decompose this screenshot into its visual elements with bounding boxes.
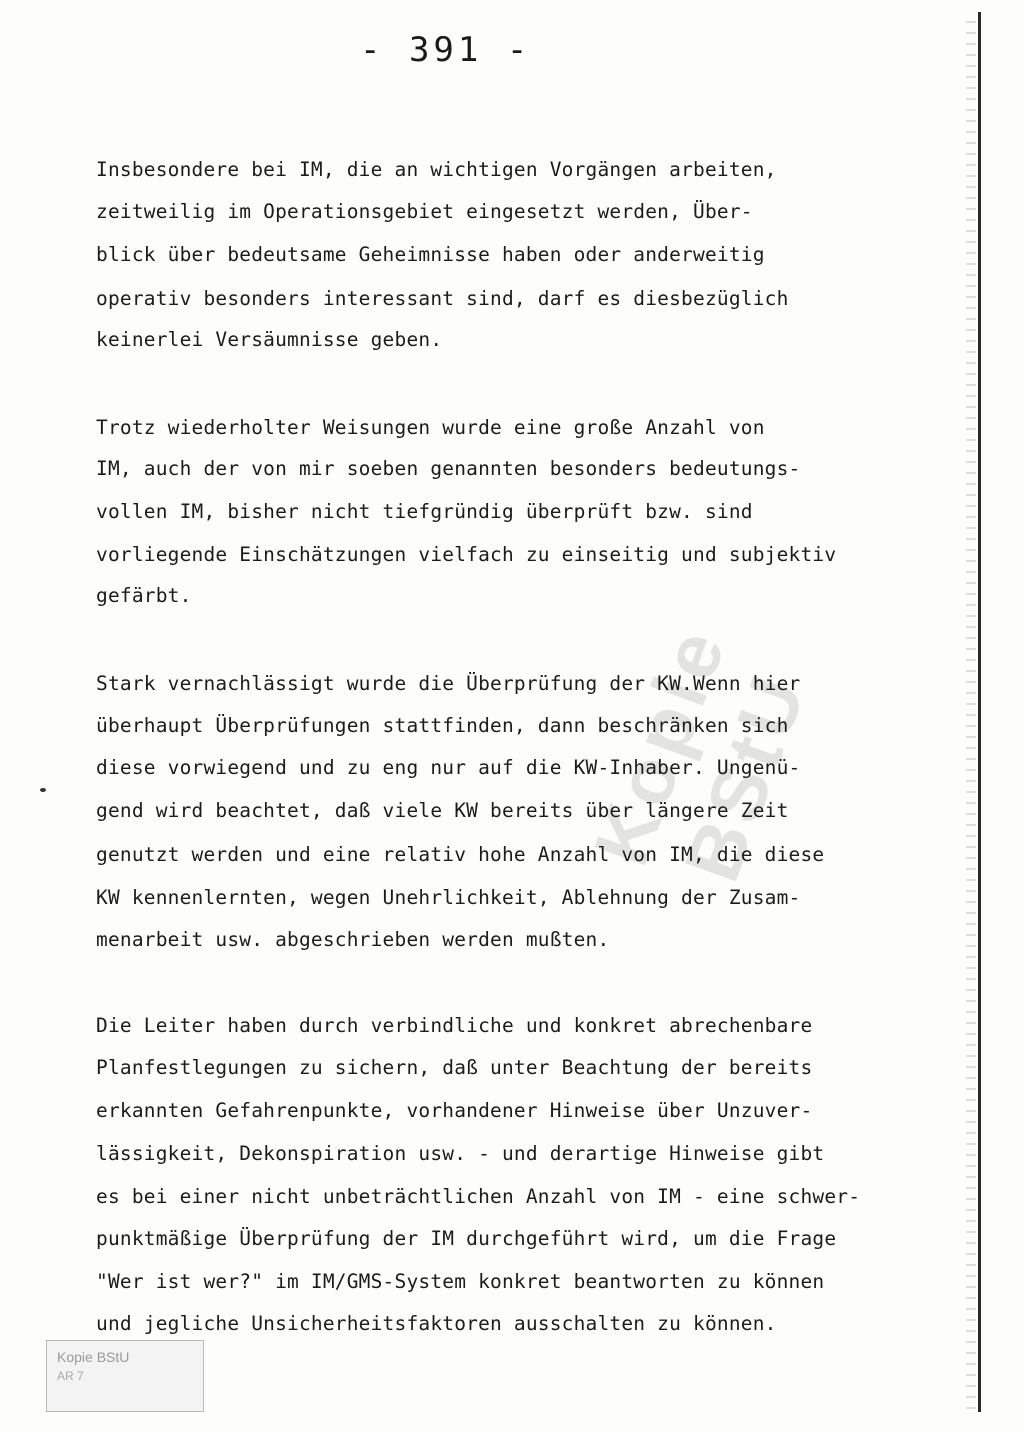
watermark: Kopie BStU xyxy=(576,614,824,893)
paragraph-line: "Wer ist wer?" im IM/GMS-System konkret beantworten zu können xyxy=(96,1270,825,1293)
paragraph-line: vollen IM, bisher nicht tiefgründig überprüft bzw. sind xyxy=(96,500,753,523)
paragraph-line: punktmäßige Überprüfung der IM durchgeführt wird, um die Frage xyxy=(96,1227,837,1250)
paragraph-line: Planfestlegungen zu sichern, daß unter Beachtung der bereits xyxy=(96,1056,813,1079)
paragraph-line: Die Leiter haben durch verbindliche und konkret abrechenbare xyxy=(96,1014,813,1037)
stamp-line: Kopie BStU xyxy=(57,1349,130,1365)
paragraph-line: gend wird beachtet, daß viele KW bereits über längere Zeit xyxy=(96,799,789,822)
paragraph-line: zeitweilig im Operationsgebiet eingesetzt werden, Über- xyxy=(96,200,753,223)
paragraph-line: Stark vernachlässigt wurde die Überprüfung der KW.Wenn hier xyxy=(96,672,801,695)
paragraph-line: blick über bedeutsame Geheimnisse haben oder anderweitig xyxy=(96,243,765,266)
paragraph-line: operativ besonders interessant sind, darf es diesbezüglich xyxy=(96,287,789,310)
paragraph-line: lässigkeit, Dekonspiration usw. - und derartige Hinweise gibt xyxy=(96,1142,825,1165)
scan-border-line xyxy=(978,12,981,1412)
page-number: - 391 - xyxy=(360,30,532,70)
archive-stamp xyxy=(46,1340,204,1412)
paragraph-line: es bei einer nicht unbeträchtlichen Anzahl von IM - eine schwer- xyxy=(96,1185,861,1208)
paragraph-line: diese vorwiegend und zu eng nur auf die KW-Inhaber. Ungenü- xyxy=(96,756,801,779)
paragraph-line: vorliegende Einschätzungen vielfach zu einseitig und subjektiv xyxy=(96,543,837,566)
paragraph-line: gefärbt. xyxy=(96,584,192,607)
stamp-line: AR 7 xyxy=(57,1369,84,1383)
paragraph-line: Trotz wiederholter Weisungen wurde eine große Anzahl von xyxy=(96,416,765,439)
paragraph-line: überhaupt Überprüfungen stattfinden, dann beschränken sich xyxy=(96,714,789,737)
paragraph-line: genutzt werden und eine relativ hohe Anzahl von IM, die diese xyxy=(96,843,825,866)
paragraph-line: und jegliche Unsicherheitsfaktoren ausschalten zu können. xyxy=(96,1312,777,1335)
paragraph-line: KW kennenlernten, wegen Unehrlichkeit, Ablehnung der Zusam- xyxy=(96,886,801,909)
paragraph-line: erkannten Gefahrenpunkte, vorhandener Hinweise über Unzuver- xyxy=(96,1099,813,1122)
scan-edge-noise xyxy=(966,12,976,1412)
paragraph-line: keinerlei Versäumnisse geben. xyxy=(96,328,443,351)
paragraph-line: menarbeit usw. abgeschrieben werden mußten. xyxy=(96,928,610,951)
scan-speck xyxy=(40,788,46,792)
paragraph-line: Insbesondere bei IM, die an wichtigen Vorgängen arbeiten, xyxy=(96,158,777,181)
paragraph-line: IM, auch der von mir soeben genannten besonders bedeutungs- xyxy=(96,457,801,480)
